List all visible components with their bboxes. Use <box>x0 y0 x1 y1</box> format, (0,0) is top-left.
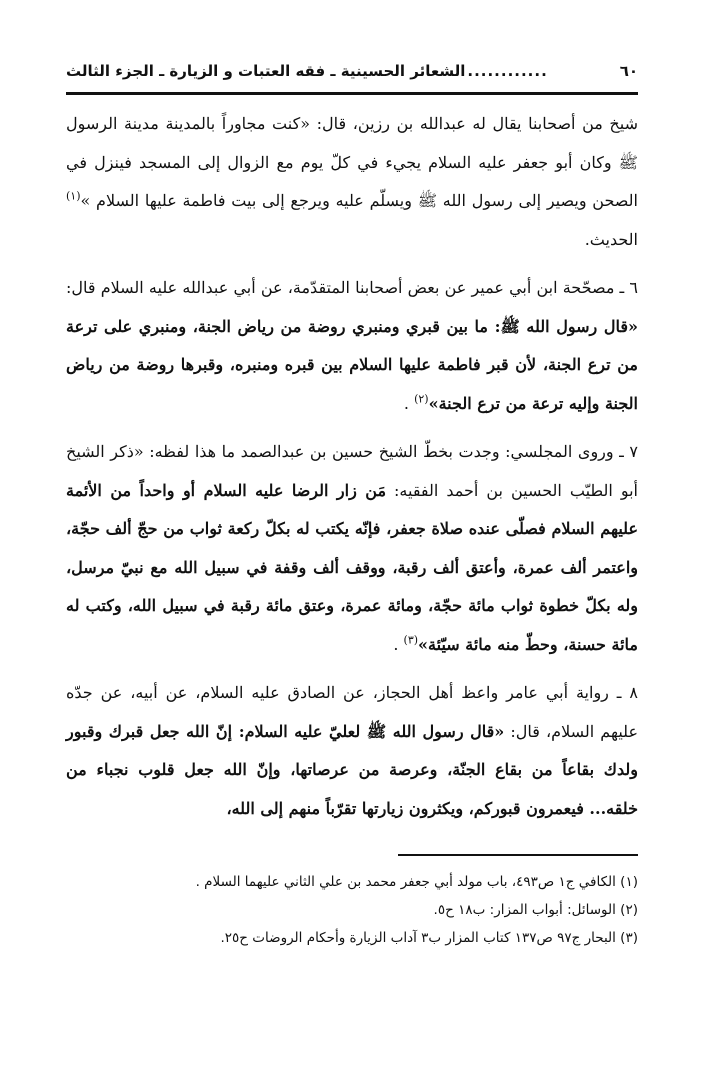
paragraph-2 <box>66 269 638 423</box>
footnote-ref-1: (١) <box>66 189 81 203</box>
footnote-2: (٢) الوسائل: أبواب المزار: ب١٨ ح٥. <box>433 902 638 918</box>
text-run: ٨ ـ رواية أبي عامر واعظ أهل الحجاز، عن الصادق عليه السلام، عن أبيه، عن جدّه عليهم السلام، قال: <box>66 683 639 741</box>
paragraph-3 <box>66 433 638 664</box>
book-page <box>66 52 638 1052</box>
footnote-1: (١) الكافي ج١ ص٤٩٣، باب مولد أبي جعفر محمد بن علي الثاني عليهما السلام . <box>195 874 638 890</box>
header-rule <box>66 92 638 95</box>
paragraph-1 <box>66 105 638 259</box>
text-run: . <box>403 393 415 413</box>
text-run: الحديث. <box>584 229 638 249</box>
footnote-ref-2: (٢) <box>414 392 429 406</box>
paragraph-4 <box>66 674 638 828</box>
text-run: ٧ ـ وروى المجلسي: وجدت بخطّ الشيخ حسين بن عبدالصمد ما هذا لفظه: «ذكر الشيخ أبو الطيّب الحسين بن أحمد الفقيه: <box>66 442 639 500</box>
hadith-quote: «قال رسول الله ﷺ لعليّ عليه السلام: إنّ الله جعل قبرك وقبور ولدك بقاعاً من بقاع الجنّة، وعرصة من عرصاتها، وإنّ الله جعل قلوب نجباء من خلقه... فيعمرون قبوركم، ويكثرون زيارتها تقرّباً منهم إلى الله، <box>66 721 638 818</box>
footnote-separator <box>398 854 638 856</box>
text-run: شيخ من أصحابنا يقال له عبدالله بن رزين، قال: «كنت مجاوراً بالمدينة مدينة الرسول ﷺ وكان أبو جعفر عليه السلام يجيء في كلّ يوم مع الزوال إلى المسجد فينزل في الصحن ويصير إلى رسول الله ﷺ ويسلّم عليه ويرجع إلى بيت فاطمة عليها السلام » <box>66 114 639 210</box>
hadith-quote: مَن زار الرضا عليه السلام أو واحداً من الأئمة عليهم السلام فصلّى عنده صلاة جعفر، فإنّه يكتب له بكلّ ركعة ثواب من حجّ ألف حجّة، واعتمر ألف عمرة، وأعتق ألف رقبة، ووقف ألف وقفة في سبيل الله مع نبيّ مرسل، وله بكلّ خطوة ثواب مائة حجّة، ومائة عمرة، وعتق مائة رقبة في سبيل الله، وكتب له مائة حسنة، وحطّ منه مائة سيّئة» <box>66 480 639 654</box>
hadith-quote: «قال رسول الله ﷺ: ما بين قبري ومنبري روضة من رياض الجنة، ومنبري على ترعة من ترع الجنة، لأن قبر فاطمة عليها السلام بين قبره ومنبره، وقبرها روضة من رياض الجنة وإليه ترعة من ترع الجنة» <box>66 316 638 413</box>
text-run: . <box>393 634 404 654</box>
footnote-3: (٣) البحار ج٩٧ ص١٣٧ كتاب المزار ب٣ آداب الزيارة وأحكام الروضات ح٢٥. <box>220 930 638 946</box>
text-run: ٦ ـ مصحّحة ابن أبي عمير عن بعض أصحابنا المتقدّمة، عن أبي عبدالله عليه السلام قال: <box>66 278 639 297</box>
footnote-ref-3: (٣) <box>403 633 419 647</box>
running-head <box>66 52 638 90</box>
page-number: ٦٠ <box>619 62 638 80</box>
running-title: الشعائر الحسينية ـ فقه العتبات و الزيارة ـ الجزء الثالث <box>66 62 466 80</box>
body-text <box>66 105 638 828</box>
footnotes <box>66 868 638 952</box>
leader-dots: ............ <box>467 62 548 80</box>
